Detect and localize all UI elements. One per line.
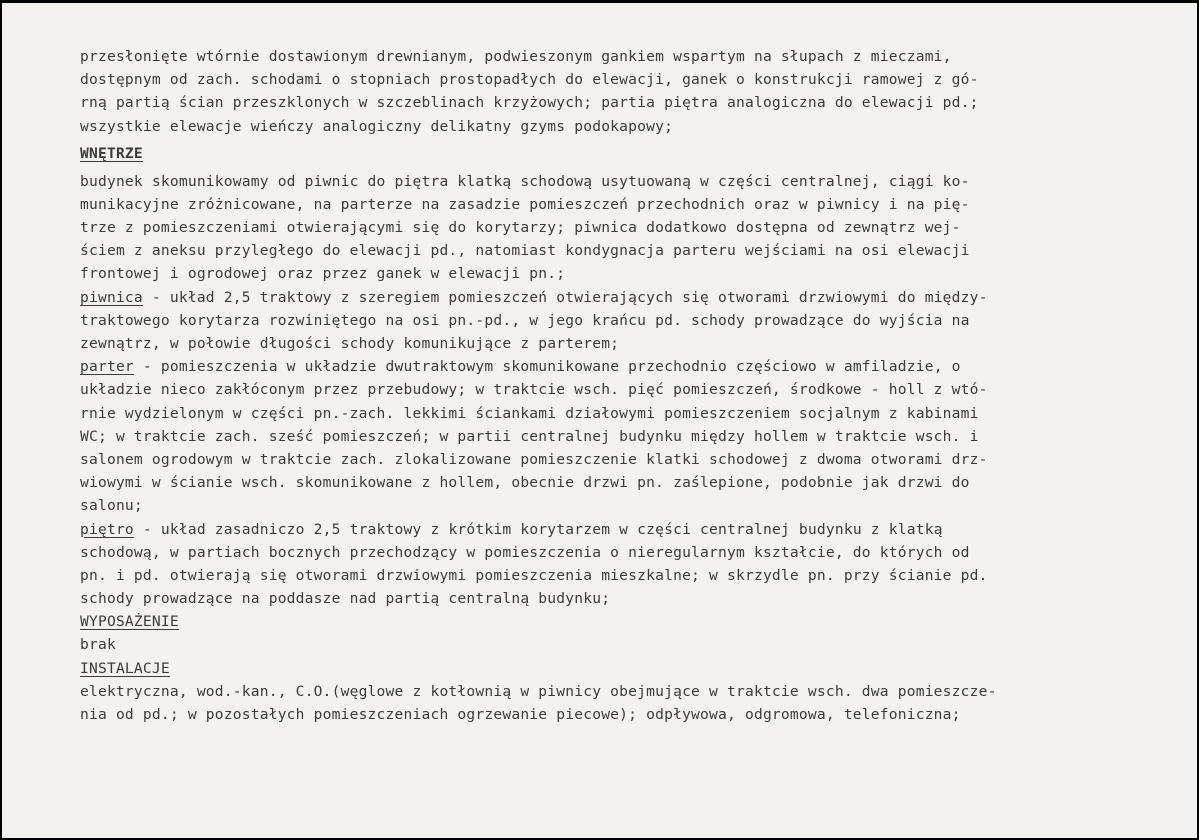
text-line: dostępnym od zach. schodami o stopniach prostopadłych do elewacji, ganek o konstrukcji ramowej z gó- (80, 71, 979, 89)
text-line: trze z pomieszczeniami otwierającymi się do korytarzy; piwnica dodatkowo dostępna od zewnątrz wej- (80, 219, 961, 237)
text-line: schody prowadzące na poddasze nad partią centralną budynku; (80, 590, 611, 608)
text-line: salonu; (80, 497, 143, 515)
text-line: wszystkie elewacje wieńczy analogiczny delikatny gzyms podokapowy; (80, 117, 674, 135)
text-line: traktowego korytarza rozwiniętego na osi pn.-pd., w jego krańcu pd. schody prowadzące do wyjścia na (80, 311, 970, 329)
text-line: ściem z aneksu przyległego do elewacji pd., natomiast kondygnacja parteru wejściami na osi elewacji (80, 242, 970, 260)
text-line: zewnątrz, w połowie długości schody komunikujące z parterem; (80, 335, 620, 353)
paragraph-pietro (80, 518, 1160, 541)
term-pietro: piętro (80, 520, 134, 538)
heading-text: WNĘTRZE (80, 145, 143, 163)
text-line: wiowymi w ścianie wsch. skomunikowane z hollem, obecnie drzwi pn. zaślepione, podobnie jak drzwi do (80, 474, 970, 492)
heading-text: INSTALACJE (80, 659, 170, 677)
text-line: rną partią ścian przeszklonych w szczeblinach krzyżowych; partia piętra analogiczna do elewacji pd.; (80, 94, 979, 112)
paragraph-piwnica (80, 286, 1160, 309)
text-line: nia od pd.; w pozostałych pomieszczeniach ogrzewanie piecowe); odpływowa, odgromowa, telefoniczna; (80, 706, 961, 724)
section-heading-instalacje (80, 657, 1160, 680)
text-fragment: - układ 2,5 traktowy z szeregiem pomieszczeń otwierających się otworami drzwiowymi do między- (142, 288, 988, 306)
term-parter: parter (80, 358, 134, 376)
text-fragment: - układ zasadniczo 2,5 traktowy z krótkim korytarzem w części centralnej budynku z klatką (133, 520, 943, 538)
text-line: elektryczna, wod.-kan., C.O.(węglowe z kotłownią w piwnicy obejmujące w traktcie wsch. dwa pomieszcze- (80, 682, 997, 700)
text-line: WC; w traktcie zach. sześć pomieszczeń; w partii centralnej budynku między hollem w traktcie wsch. i (80, 427, 979, 445)
text-line: budynek skomunikowamy od piwnic do piętra klatką schodową usytuowaną w części centralnej, ciągi ko- (80, 172, 970, 190)
heading-text: WYPOSAŻENIE (80, 613, 179, 631)
text-line: układzie nieco zakłóconym przez przebudowy; w traktcie wsch. pięć pomieszczeń, środkowe - holl z wtó- (80, 381, 988, 399)
text-line: rnie wydzielonym w części pn.-zach. lekkimi ściankami działowymi pomieszczeniem socjalnym z kabinami (80, 404, 979, 422)
text-line: frontowej i ogrodowej oraz przez ganek w elewacji pn.; (80, 265, 566, 283)
text-line: salonem ogrodowym w traktcie zach. zlokalizowane pomieszczenie klatki schodowej z dwoma otworami drz- (80, 450, 988, 468)
text-line: munikacyjne zróżnicowane, na parterze na zasadzie pomieszczeń przechodnich oraz w piwnicy i na pię- (80, 195, 970, 213)
section-heading-wyposazenie (80, 610, 1160, 633)
document-page (2, 3, 1197, 838)
text-fragment: - pomieszczenia w układzie dwutraktowym skomunikowane przechodnio częściowo w amfiladzie, o (133, 358, 961, 376)
text-line: brak (80, 636, 116, 654)
text-line: schodową, w partiach bocznych przechodzący w pomieszczenia o nieregularnym kształcie, do których od (80, 543, 970, 561)
paragraph-parter (80, 355, 1160, 378)
document-body (80, 45, 1160, 726)
term-piwnica: piwnica (80, 288, 143, 306)
text-line: pn. i pd. otwierają się otworami drzwiowymi pomieszczenia mieszkalne; w skrzydle pn. przy ścianie pd. (80, 566, 988, 584)
section-heading-wnetrze (80, 142, 1160, 165)
text-line: przesłonięte wtórnie dostawionym drewnianym, podwieszonym gankiem wspartym na słupach z mieczami, (80, 48, 952, 65)
